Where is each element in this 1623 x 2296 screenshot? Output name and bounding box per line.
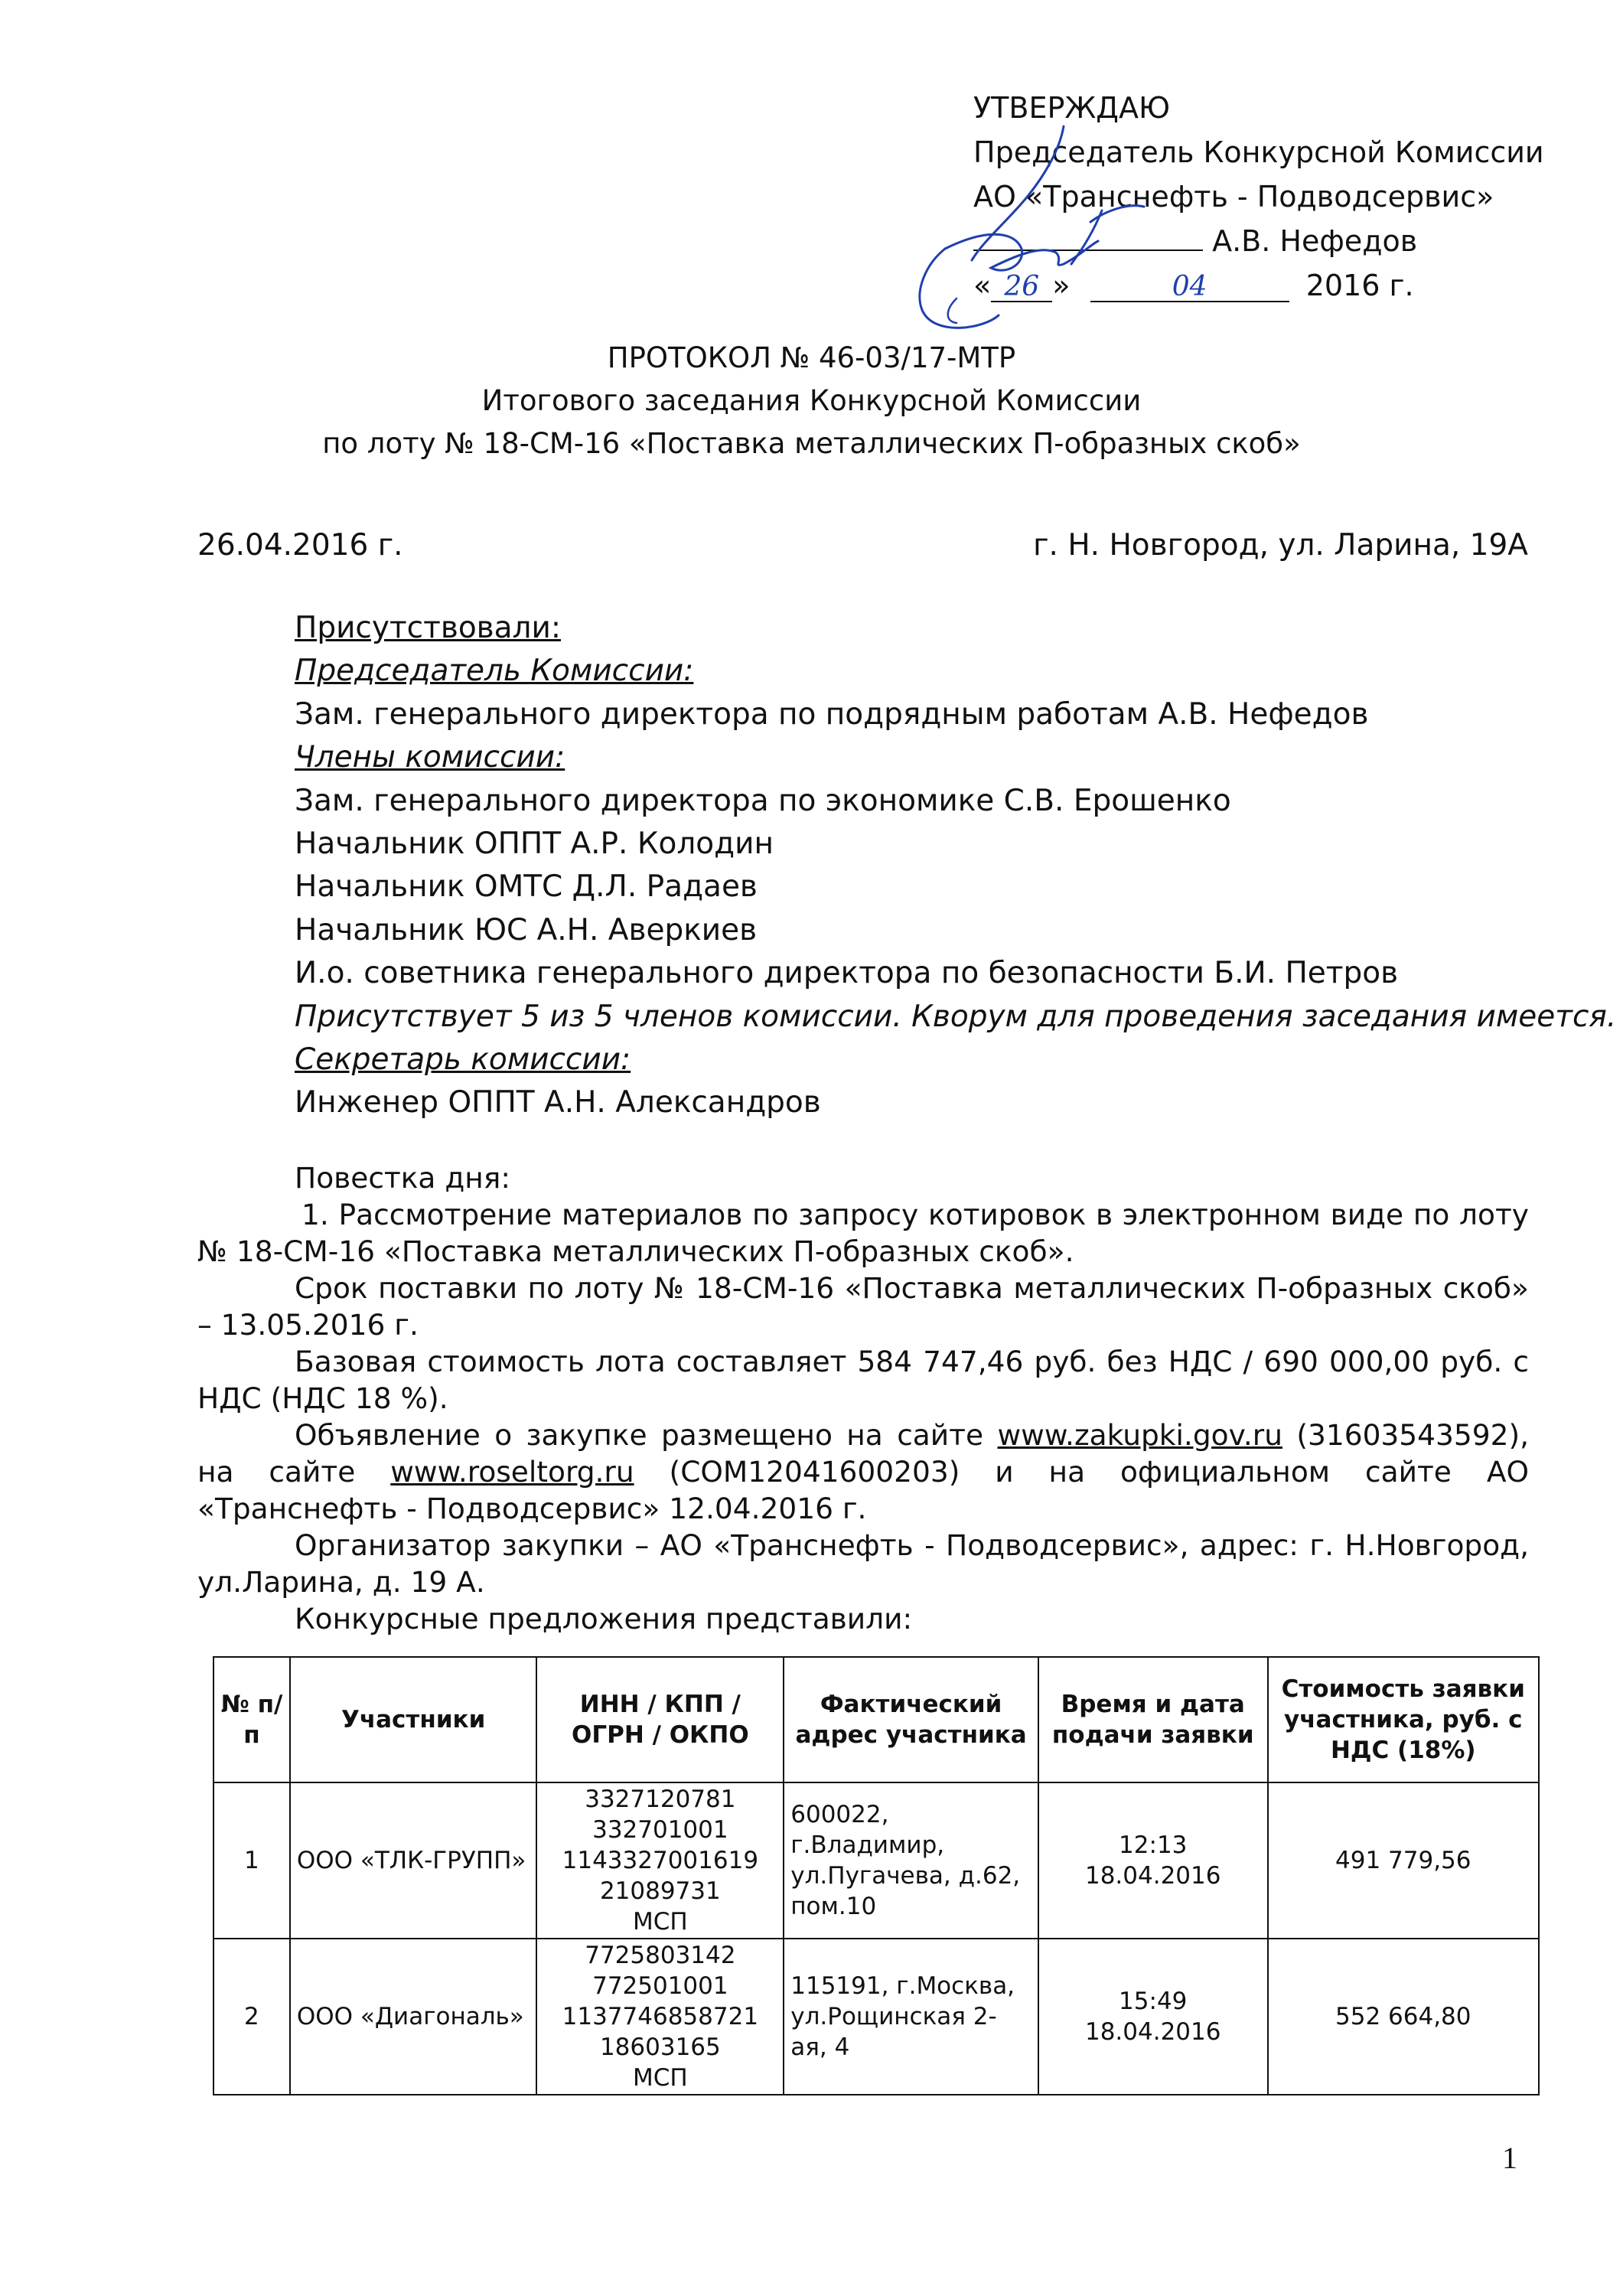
row-address: 115191, г.Москва, ул.Рощинская 2-ая, 4 [784, 1939, 1038, 2095]
member-item: И.о. советника генерального директора по безопасности Б.И. Петров [295, 956, 1399, 991]
title-line-2: Итогового заседания Конкурсной Комиссии [481, 384, 1142, 417]
header-participant: Участники [290, 1657, 537, 1782]
row-inn: 3327120781 [585, 1786, 736, 1813]
secretary-name: Инженер ОППТ А.Н. Александров [295, 1085, 821, 1120]
header-ids: ИНН / КПП / ОГРН / ОКПО [536, 1657, 784, 1782]
approval-company: АО «Транснефть - Подводсервис» [973, 180, 1494, 214]
table-header-row [213, 1657, 1539, 1782]
chair-label: Председатель Комиссии: [295, 654, 694, 689]
row-time [1038, 1782, 1268, 1939]
approval-month: 04 [1090, 273, 1289, 302]
row-ids [536, 1782, 784, 1939]
row-date-value: 18.04.2016 [1084, 2018, 1221, 2046]
row-cost: 491 779,56 [1268, 1782, 1539, 1939]
protocol-place: г. Н. Новгород, ул. Ларина, 19А [1033, 528, 1528, 563]
row-category: МСП [633, 1908, 688, 1936]
row-ids [536, 1939, 784, 2095]
row-category: МСП [633, 2064, 688, 2092]
row-num: 2 [213, 1939, 290, 2095]
member-item: Зам. генерального директора по экономике С.В. Ерошенко [295, 783, 1231, 818]
table-row [213, 1939, 1539, 2095]
member-item: Начальник ОМТС Д.Л. Радаев [295, 869, 758, 905]
page-number: 1 [1502, 2141, 1517, 2175]
row-participant: ООО «ТЛК-ГРУПП» [290, 1782, 537, 1939]
agenda-heading: Повестка дня: [295, 1161, 510, 1195]
notice-text-pre: Объявление о закупке размещено на сайте [295, 1418, 998, 1452]
approval-year: 2016 г. [1305, 269, 1414, 302]
approval-date-line: « 26 » 04 2016 г. [973, 269, 1414, 302]
row-cost: 552 664,80 [1268, 1939, 1539, 2095]
header-num: № п/п [213, 1657, 290, 1782]
members-label: Члены комиссии: [295, 740, 565, 775]
header-cost: Стоимость заявки участника, руб. с НДС (18%) [1268, 1657, 1539, 1782]
notice-text-mid: (31603543592), на сайте [197, 1418, 1529, 1489]
row-ogrn: 1143327001619 [562, 1847, 759, 1874]
secretary-label: Секретарь комиссии: [295, 1042, 631, 1078]
chair-name: Зам. генерального директора по подрядным работам А.В. Нефедов [295, 696, 1369, 732]
member-item: Начальник ЮС А.Н. Аверкиев [295, 912, 758, 947]
approval-signatory: А.В. Нефедов [1212, 224, 1418, 258]
offers-table [213, 1656, 1540, 2095]
agenda-section [197, 1159, 1529, 1637]
header-time: Время и дата подачи заявки [1038, 1657, 1268, 1782]
row-num: 1 [213, 1782, 290, 1939]
approval-heading: УТВЕРЖДАЮ [973, 91, 1171, 125]
agenda-item-1: 1. Рассмотрение материалов по запросу котировок в электронном виде по лоту № 18-СМ-16 «Поставка металлических П-образных скоб». [197, 1198, 1529, 1268]
row-kpp: 772501001 [592, 1972, 728, 2000]
protocol-date: 26.04.2016 г. [197, 528, 403, 563]
notice-text-post: (COM12041600203) и на официальном сайте АО «Транснефть - Подводсервис» 12.04.2016 г. [197, 1455, 1529, 1525]
document-title [0, 337, 1623, 465]
row-inn: 7725803142 [585, 1942, 736, 1969]
table-row [213, 1782, 1539, 1939]
handwritten-signature [899, 115, 1221, 344]
roseltorg-link[interactable]: www.roseltorg.ru [390, 1455, 634, 1489]
attendance-heading: Присутствовали: [295, 611, 561, 645]
notice-paragraph [197, 1417, 1529, 1527]
approval-day: 26 [991, 273, 1052, 302]
member-item: Начальник ОППТ А.Р. Колодин [295, 827, 774, 862]
zakupki-link[interactable]: www.zakupki.gov.ru [997, 1418, 1282, 1452]
row-address: 600022, г.Владимир, ул.Пугачева, д.62, пом.10 [784, 1782, 1038, 1939]
row-time-value: 15:49 [1119, 1988, 1188, 2015]
row-participant: ООО «Диагональ» [290, 1939, 537, 2095]
quorum-note: Присутствует 5 из 5 членов комиссии. Кворум для проведения заседания имеется. [295, 999, 1617, 1034]
attendance-section [295, 607, 1616, 1125]
row-okpo: 18603165 [599, 2033, 721, 2061]
title-line-1: ПРОТОКОЛ № 46-03/17-МТР [607, 341, 1016, 374]
title-line-3: по лоту № 18-СМ-16 «Поставка металлических П-образных скоб» [322, 427, 1301, 460]
delivery-term: Срок поставки по лоту № 18-СМ-16 «Поставка металлических П-образных скоб» – 13.05.2016 г. [197, 1271, 1529, 1342]
row-time [1038, 1939, 1268, 2095]
row-date-value: 18.04.2016 [1084, 1862, 1221, 1890]
row-time-value: 12:13 [1119, 1831, 1188, 1859]
header-address: Фактический адрес участника [784, 1657, 1038, 1782]
row-okpo: 21089731 [599, 1877, 721, 1905]
offers-intro: Конкурсные предложения представили: [295, 1602, 913, 1636]
row-ogrn: 1137746858721 [562, 2003, 759, 2030]
organizer-paragraph: Организатор закупки – АО «Транснефть - Подводсервис», адрес: г. Н.Новгород, ул.Ларина, д. 19 А. [197, 1528, 1529, 1599]
approval-position: Председатель Конкурсной Комиссии [973, 135, 1544, 169]
row-kpp: 332701001 [592, 1816, 728, 1844]
base-cost: Базовая стоимость лота составляет 584 747,46 руб. без НДС / 690 000,00 руб. с НДС (НДС 18 %). [197, 1345, 1529, 1415]
